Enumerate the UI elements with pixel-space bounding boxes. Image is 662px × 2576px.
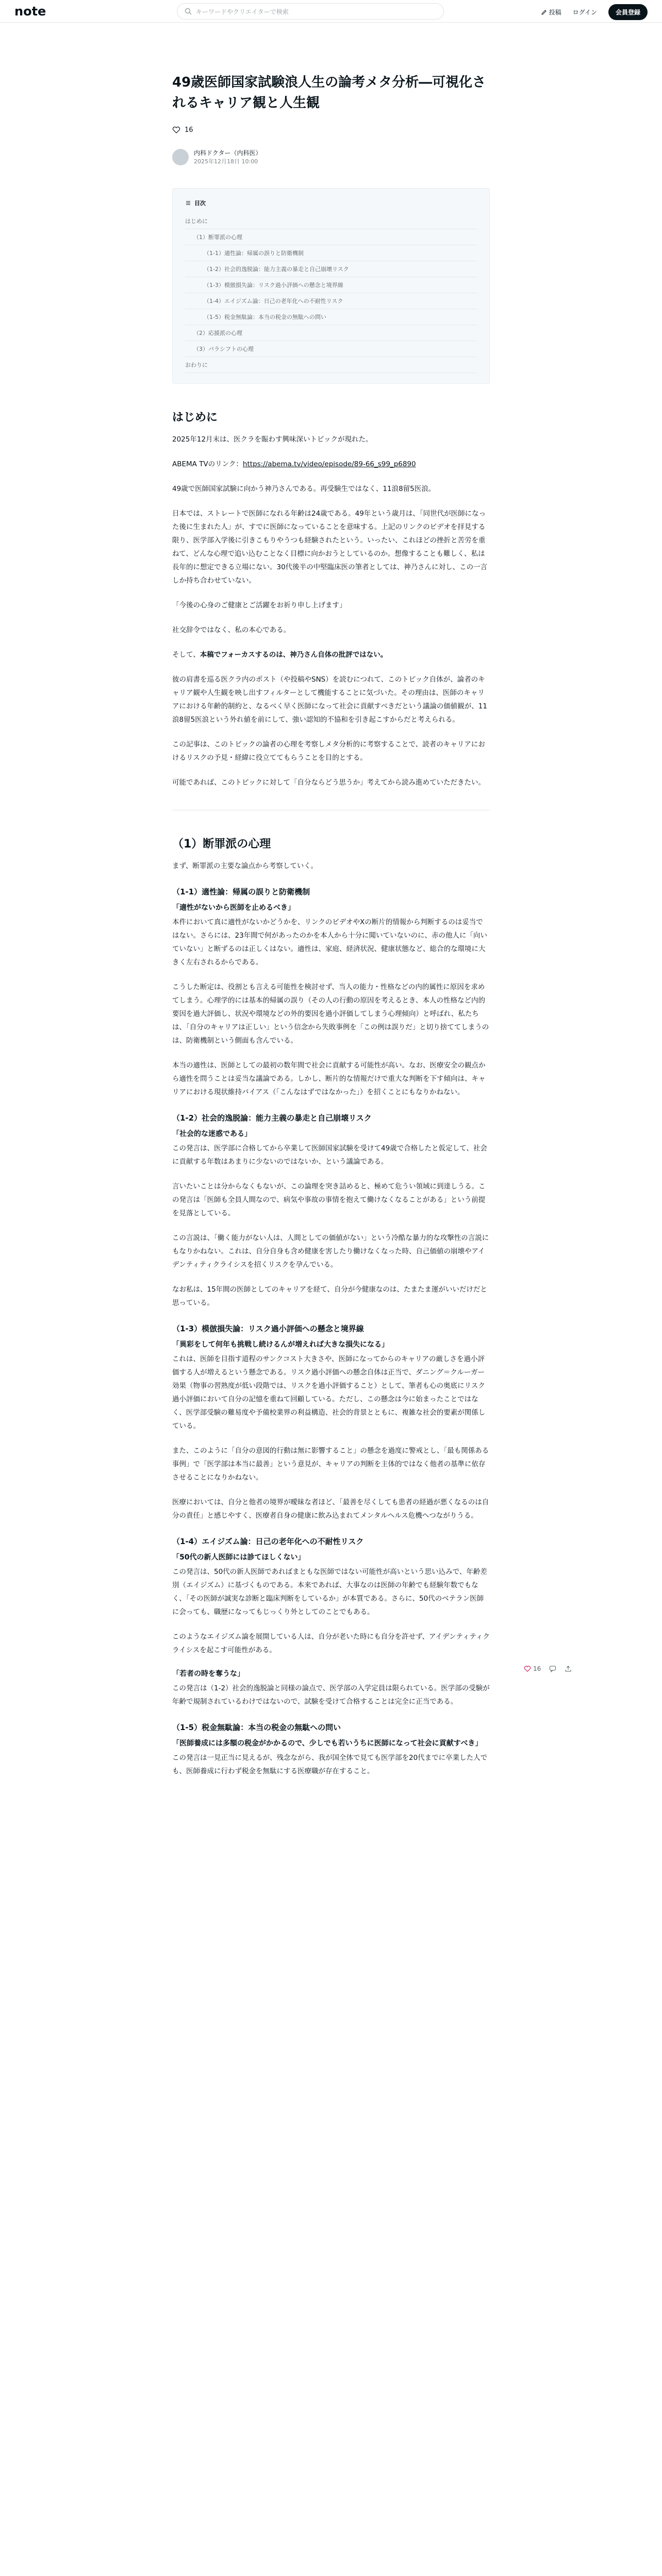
- paragraph: 医療においては、自分と他者の境界が曖昧な者ほど、「最善を尽くしても患者の経過が悪くなるのは自分の責任」と感じやすく、医療者自身の健康に飲み込まれてメンタルヘルス危機へつながりうる。: [172, 1498, 489, 1520]
- publish-date: 2025年12月18日 10:00: [194, 158, 258, 165]
- toc-item[interactable]: （1）断罪派の心理: [185, 229, 477, 245]
- link-paragraph: [172, 457, 490, 471]
- text: そして、: [172, 651, 200, 659]
- like-count: 16: [185, 126, 193, 134]
- post-label: 投稿: [549, 9, 561, 16]
- bold-text: 本稿でフォーカスするのは、神乃さん自体の批評ではない。: [200, 651, 388, 659]
- header-nav: [541, 4, 648, 20]
- toc-item[interactable]: （1-3）模倣損失論：リスク過小評価への懸念と境界線: [185, 277, 477, 293]
- comment-icon[interactable]: [549, 1665, 556, 1672]
- floating-actions: [524, 1665, 572, 1672]
- signup-button[interactable]: 会員登録: [608, 4, 648, 20]
- paragraph: 2025年12月末は、医クラを賑わす興味深いトピックが現れた。: [172, 435, 373, 444]
- quote: 「若者の時を奪うな」: [172, 1670, 244, 1678]
- toc-list: [185, 213, 477, 373]
- paragraph: この発言は、医学部に合格してから卒業して医師国家試験を受けて49歳で合格したと仮定して、社会に貢献する年数はあまりに少ないのではないか、という議論である。: [172, 1144, 487, 1166]
- table-of-contents: [172, 188, 490, 384]
- side-like-count: 16: [533, 1665, 541, 1672]
- search-placeholder: キーワードやクリエイターで検索: [196, 8, 289, 15]
- toc-item[interactable]: はじめに: [185, 213, 477, 229]
- toc-header[interactable]: [185, 199, 477, 207]
- paragraph: この記事は、このトピックの論者の心理を考察しメタ分析的に考察することで、読者のキャリアにおけるリスクの予見・経緯に役立ててもらうことを目的とする。: [172, 740, 485, 762]
- section-heading-intro: はじめに: [172, 411, 218, 424]
- paragraph: この発言は、50代の新人医師であればまともな医師ではない可能性が高いという思い込みで、年齢差別（エイジズム）に基づくものである。本来であれば、大事なのは医師の年齢でも経験年数でもなく、「その医師が誠実な診断と臨床判断をしているか」が本質である。さらに、50代のベテラン医師に会っても、職歴になってもじっくり外としてのことでもある。: [172, 1568, 487, 1616]
- toc-item[interactable]: （1-2）社会的逸脱論：能力主義の暴走と自己崩壊リスク: [185, 261, 477, 277]
- abema-link[interactable]: https://abema.tv/video/episode/89-66_s99_p6890: [242, 460, 416, 468]
- quote: 「適性がないから医師を止めるべき」: [172, 904, 295, 912]
- paragraph: このようなエイジズム論を展開している人は、自分が老いた時にも自分を許せず、アイデンティティクライシスを起こす可能性がある。: [172, 1633, 490, 1654]
- toc-item[interactable]: おわりに: [185, 357, 477, 373]
- toc-item[interactable]: （1-5）税金無駄論：本当の税金の無駄への問い: [185, 309, 477, 325]
- paragraph: 「今後の心身のご健康とご活躍をお祈り申し上げます」: [172, 601, 346, 609]
- toc-title: 目次: [194, 200, 206, 207]
- paragraph: 49歳で医師国家試験に向かう神乃さんである。再受験生ではなく、11浪8留5医浪。: [172, 485, 436, 493]
- paragraph: こうした断定は、役割とも言える可能性を検討せず、当人の能力・性格などの内的属性に原因を求めてしまう。心理学的には基本的帰属の誤り（その人の行動の原因を考えるとき、本人の性格など内的要因を過大評価し、状況や環境などの外的要因を過小評価してしまう心理傾向）と呼ばれ、私たちは、「自分のキャリアは正しい」という信念から失敗事例を「この例は誤りだ」と切り捨ててしまうのは、防衛機制という側面も含んでいる。: [172, 983, 489, 1045]
- paragraph: 日本では、ストレートで医師になれる年齢は24歳である。49年という歳月は、「同世代が医師になった後に生まれた人」が、すでに医師になっていることを意味する。上記のリンクのビデオを拝見する限り、医学部入学後に引きこもりやうつも経験されたという。いったい、これほどの挫折と苦労を重ねて、どんな心理で追い込むことなく目標に向かおうとしているのか。想像することも難しく、私は長年的に想定できる立場にない。30代後半の中堅臨床医の筆者としては、神乃さんに対し、この一言しか持ち合わせていない。: [172, 510, 488, 585]
- toc-item[interactable]: （2）応援派の心理: [185, 325, 477, 341]
- paragraph: この言説は、「働く能力がない人は、人間としての価値がない」という冷酷な暴力的な攻撃性の言説にもなりかねない。これは、自分自身も含め健康を害したり働けなくなった時、自己価値の崩壊やアイデンティティクライシスを招くリスクを孕んでいる。: [172, 1234, 489, 1269]
- paragraph: この発言は一見正当に見えるが、残念ながら、我が国全体で見ても医学部を20代までに卒業した人でも、医師養成に行わず税金を無駄にする医療職が存在すること。: [172, 1754, 488, 1775]
- quote: 「医師養成には多額の税金がかかるので、少しでも若いうちに医師になって社会に貢献すべき」: [172, 1739, 483, 1748]
- quote: 「社会的な迷惑である」: [172, 1130, 252, 1138]
- paragraph: また、このように「自分の意図的行動は無に影響すること」の懸念を過度に警戒とし、「最も関係ある事例」で「医学部は本当に最善」という意見が、キャリアの判断を主体的ではなく他者の基準に依存させることになりかねない。: [172, 1447, 489, 1482]
- article-title: 49歳医師国家試験浪人生の論考メタ分析―可視化されるキャリア観と人生観: [172, 75, 486, 111]
- paragraph: これは、医師を目指す道程のサンクコスト大きさや、医師になってからのキャリアの厳しさを過小評価する人が増えるという懸念である。リスク過小評価への懸念自体は正当で、ダニング＝クルーガー効果（物事の習熟度が低い段階では、リスクを過小評価すること）として、筆者も心の奥底にリスク過小評価において自分の記憶を重ねて回顧している。ただし、この懸念は今に始まったことではなく、医学部受験の難易度や予備校業界の利益構造、社会的背景とともに、複雑な社会的要素が関係している。: [172, 1355, 486, 1430]
- author-name[interactable]: 内科ドクター（内科医）: [194, 149, 262, 157]
- paragraph: 可能であれば、このトピックに対して「自分ならどう思うか」考えてから読み進めていただきたい。: [172, 778, 485, 787]
- quote: 「50代の新人医師には診てほしくない」: [172, 1553, 305, 1562]
- toc-item[interactable]: （1-4）エイジズム論：日己の老年化への不耐性リスク: [185, 293, 477, 309]
- paragraph: この発言は（1-2）社会的逸脱論と同様の論点で、医学部の入学定員は限られている。医学部の受験が年齢で規制されているわけではないので、試験を受けて合格することは完全に正当である。: [172, 1684, 490, 1706]
- heart-icon[interactable]: [172, 126, 180, 134]
- toc-item[interactable]: （1-1）適性論：帰属の誤りと防衛機制: [185, 245, 477, 261]
- author-block[interactable]: [172, 148, 490, 165]
- section-heading-1: （1）断罪派の心理: [172, 838, 271, 851]
- article: [172, 0, 490, 1789]
- login-link[interactable]: ログイン: [572, 9, 597, 16]
- subsection-heading-1-1: （1-1）適性論：帰属の誤りと防衛機制: [172, 887, 310, 896]
- link-label: ABEMA TVのリンク：: [172, 460, 243, 468]
- paragraph: 言いたいことは分からなくもないが、この論理を突き詰めると、極めて危うい領域に到達しうる。この発言は「医師も全員人間なので、病気や事故の事情を抱えて働けなくなることがある」という前提を見落としている。: [172, 1182, 486, 1217]
- paragraph: 本当の適性は、医師としての最初の数年間で社会に貢献する可能性が高い。なお、医療安全の観点から適性を問うことは妥当な議論である。しかし、断片的な情報だけで重大な判断を下す傾向は、キャリアにおける現状維持バイアス（「こんなはずではなかった」）を招くことにもなりかねない。: [172, 1061, 486, 1096]
- post-button[interactable]: [541, 8, 561, 16]
- paragraph: 本件において真に適性がないかどうかを、リンクのビデオやXの断片的情報から判断するのは妥当ではない。さらには、23年間で何があったのかを本人から十分に聞いていないのに、赤の他人に「向いていない」と断ずるのは正しくはない。適性は、家庭、経済状況、健康状態など、総合的な環境に大きく左右されるからである。: [172, 918, 488, 967]
- subsection-heading-1-2: （1-2）社会的逸脱論：能力主義の暴走と自己崩壊リスク: [172, 1113, 372, 1123]
- paragraph: なお私は、15年間の医師としてのキャリアを経て、自分が今健康なのは、たまたま運がいいだけだと思っている。: [172, 1285, 487, 1307]
- paragraph: 社交辞令ではなく、私の本心である。: [172, 626, 291, 634]
- side-like-button[interactable]: [524, 1665, 541, 1672]
- paragraph: まず、断罪派の主要な論点から考察していく。: [172, 862, 318, 870]
- quote: 「異彩をして何年も挑戦し続けるんが増えれば大きな損失になる」: [172, 1341, 389, 1349]
- like-row: [172, 126, 490, 134]
- pen-icon: [541, 9, 547, 15]
- subsection-heading-1-4: （1-4）エイジズム論：日己の老年化への不耐性リスク: [172, 1537, 364, 1546]
- subsection-heading-1-5: （1-5）税金無駄論：本当の税金の無駄への問い: [172, 1723, 341, 1732]
- heart-icon: [524, 1665, 531, 1672]
- paragraph: [172, 648, 490, 662]
- list-icon: [185, 200, 191, 206]
- avatar[interactable]: [172, 149, 189, 165]
- subsection-heading-1-3: （1-3）模倣損失論：リスク過小評価への懸念と境界線: [172, 1324, 364, 1333]
- share-icon[interactable]: [565, 1665, 572, 1672]
- note-logo[interactable]: note: [14, 4, 46, 19]
- paragraph: 彼の肩書を巡る医クラ内のポスト（や投稿やSNS）を読むにつれて、このトピック自体が、論者のキャリア観や人生観を映し出すフィルターとして機能することに気づいた。その理由は、医師のキャリアにおける年齢的制約と、なるべく早く医師になって社会に貢献すべきだという議論の価値観が、11浪8留5医浪という外れ値を前にして、強い認知的不協和を引き起こすからだと考えられる。: [172, 675, 487, 724]
- toc-item[interactable]: （3）パラシフトの心理: [185, 341, 477, 357]
